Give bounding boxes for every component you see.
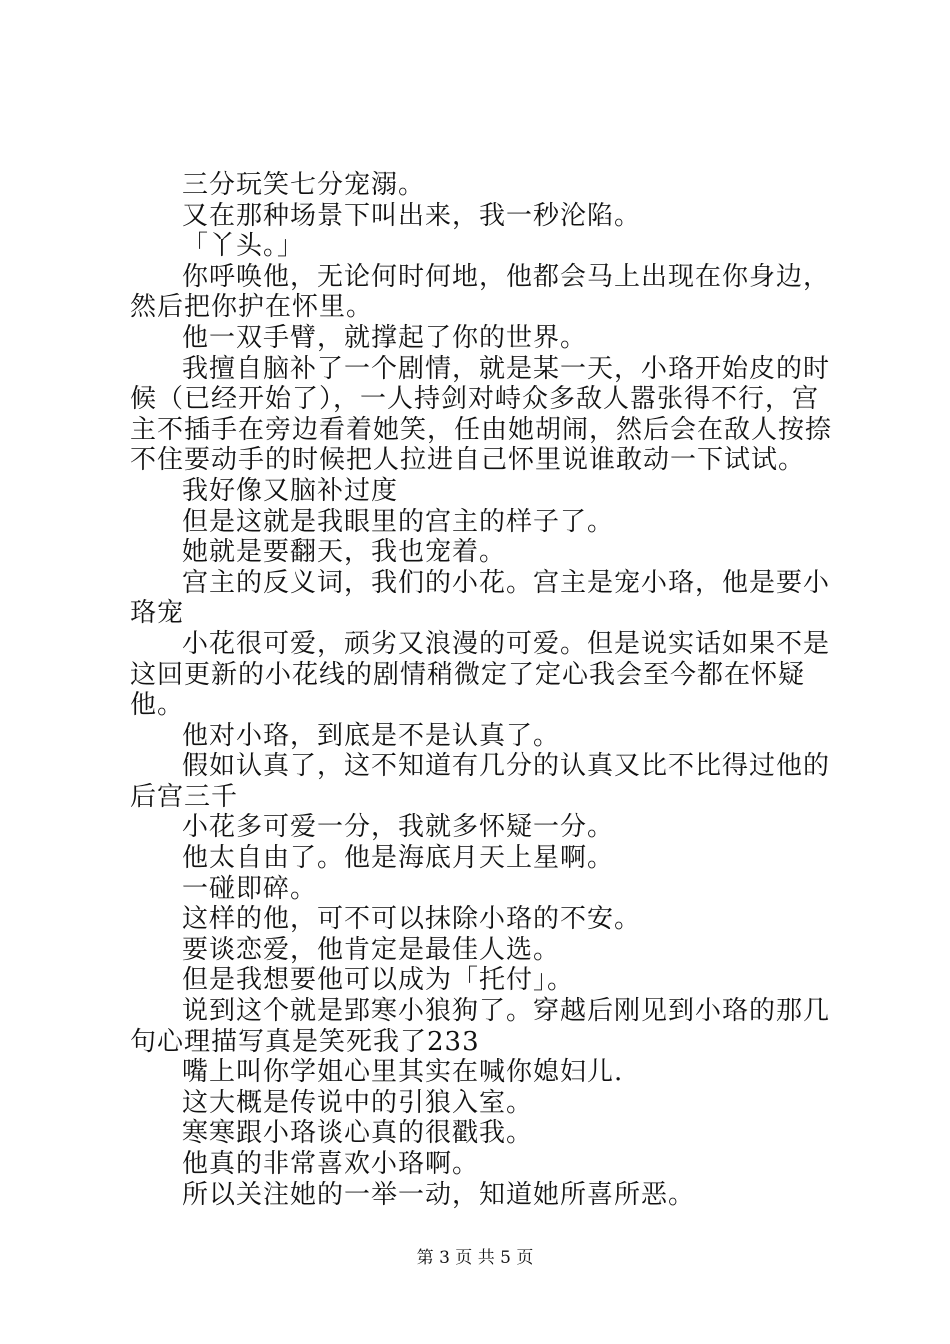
paragraph: 但是这就是我眼里的宫主的样子了。 [182,506,615,537]
paragraph: 你呼唤他，无论何时何地，他都会马上出现在你身边，然后把你护在怀里。 [130,261,831,323]
paragraph: 小花多可爱一分，我就多怀疑一分。 [182,812,615,843]
paragraph: 小花很可爱，顽劣又浪漫的可爱。但是说实话如果不是这回更新的小花线的剧情稍微定了定心我会至今都在怀疑他。 [130,628,831,721]
paragraph: 三分玩笑七分宠溺。 [182,170,426,200]
paragraph: 嘴上叫你学姐心里其实在喊你媳妇儿. [182,1057,624,1088]
paragraph: 一碰即碎。 [182,873,318,904]
paragraph: 又在那种场景下叫出来，我一秒沦陷。 [182,200,642,231]
paragraph: 他太自由了。他是海底月天上星啊。 [182,843,615,874]
paragraph: 这大概是传说中的引狼入室。 [182,1087,534,1118]
paragraph: 但是我想要他可以成为「托付」。 [182,965,575,996]
paragraph: 她就是要翻天，我也宠着。 [182,537,507,568]
paragraph: 我好像又脑补过度 [182,475,399,506]
document-body [130,170,835,1210]
paragraph: 所以关注她的一举一动，知道她所喜所恶。 [182,1179,696,1210]
paragraph: 宫主的反义词，我们的小花。宫主是宠小珞，他是要小珞宠 [130,567,831,629]
paragraph: 他对小珞，到底是不是认真了。 [182,720,561,751]
paragraph: 他一双手臂，就撑起了你的世界。 [182,322,588,353]
paragraph: 我擅自脑补了一个剧情，就是某一天，小珞开始皮的时候（已经开始了），一人持剑对峙众多敌人嚣张得不行，宫主不插手在旁边看着她笑，任由她胡闹，然后会在敌人按捺不住要动手的时候把人拉进自己怀里说谁敢动一下试试。 [130,353,833,476]
paragraph: 寒寒跟小珞谈心真的很戳我。 [182,1118,534,1149]
paragraph: 他真的非常喜欢小珞啊。 [182,1149,480,1179]
paragraph: 假如认真了，这不知道有几分的认真又比不比得过他的后宫三千 [130,751,831,812]
page-number: 第 3 页 共 5 页 [416,1248,534,1268]
paragraph: 这样的他，可不可以抹除小珞的不安。 [182,904,642,935]
paragraph: 要谈恋爱，他肯定是最佳人选。 [182,934,561,965]
paragraph: 「丫头。」 [182,231,305,262]
paragraph: 说到这个就是郢寒小狼狗了。穿越后刚见到小珞的那几句心理描写真是笑死我了233 [130,996,831,1057]
